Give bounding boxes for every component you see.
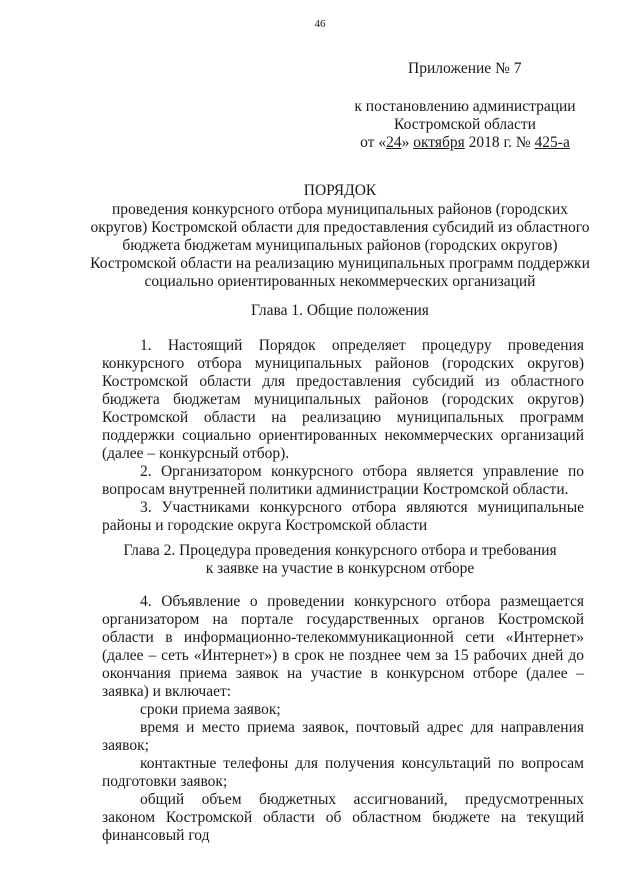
title-main: ПОРЯДОК [303, 182, 377, 199]
date-year: 2018 г. № [464, 134, 535, 151]
list-item-contacts: контактные телефоны для получения консультаций по вопросам подготовки заявок; [102, 755, 584, 790]
appendix-label: Приложение № 7 [408, 60, 522, 77]
chapter-1-heading: Глава 1. Общие положения [251, 302, 429, 319]
resolution-number: 425-а [534, 134, 570, 151]
list-item-deadlines: сроки приема заявок; [140, 701, 281, 718]
chapter-2-heading-line-1: Глава 2. Процедура проведения конкурсного отбора и требования [123, 542, 557, 559]
list-item-budget: общий объем бюджетных ассигнований, предусмотренных законом Костромской области об областном бюджете на текущий финансовый год [102, 791, 584, 844]
chapter-1-body [102, 337, 584, 535]
page-number: 46 [314, 18, 326, 30]
date-month: октября [413, 134, 465, 151]
date-day: 24 [386, 134, 402, 151]
resolution-reference [340, 98, 590, 152]
resolution-date-line [340, 134, 590, 152]
paragraph-4: 4. Объявление о проведении конкурсного отбора размещается организатором на портале государственных органов Костромской области в информационно-телекоммуникационной сети «Интернет» (далее – сеть «Интернет») в срок не позднее чем за 15 рабочих дней до окончания приема заявок на участие в конкурсном отборе (далее – заявка) и включает: [102, 593, 584, 700]
paragraph-2: 2. Организатором конкурсного отбора является управление по вопросам внутренней политики администрации Костромской области. [102, 463, 584, 498]
chapter-2-heading-line-2: к заявке на участие в конкурсном отборе [205, 560, 475, 577]
date-mid: » [401, 134, 414, 151]
date-prefix: от « [360, 134, 387, 151]
document-title [90, 182, 590, 291]
chapter-2-heading [100, 542, 580, 578]
paragraph-3: 3. Участниками конкурсного отбора являются муниципальные районы и городские округа Костромской области [102, 499, 584, 534]
resolution-line-2: Костромской области [394, 116, 536, 133]
paragraph-1: 1. Настоящий Порядок определяет процедуру проведения конкурсного отбора муниципальных районов (городских округов) Костромской области для предоставления субсидий из областного бюджета бюджетам муниципальных районов (городских округов) Костромской области на реализацию муниципальных программ поддержки социально ориентированных некоммерческих организаций (далее – конкурсный отбор). [102, 337, 584, 462]
chapter-2-body [102, 593, 584, 845]
resolution-line-1: к постановлению администрации [354, 98, 576, 115]
title-subtitle: проведения конкурсного отбора муниципальных районов (городских округов) Костромской области для предоставления субсидий из областного бюджета бюджетам муниципальных районов (городских округов) Костромской области на реализацию муниципальных программ поддержки социально ориентированных некоммерческих организаций [90, 201, 590, 290]
list-item-time-place: время и место приема заявок, почтовый адрес для направления заявок; [102, 719, 584, 754]
